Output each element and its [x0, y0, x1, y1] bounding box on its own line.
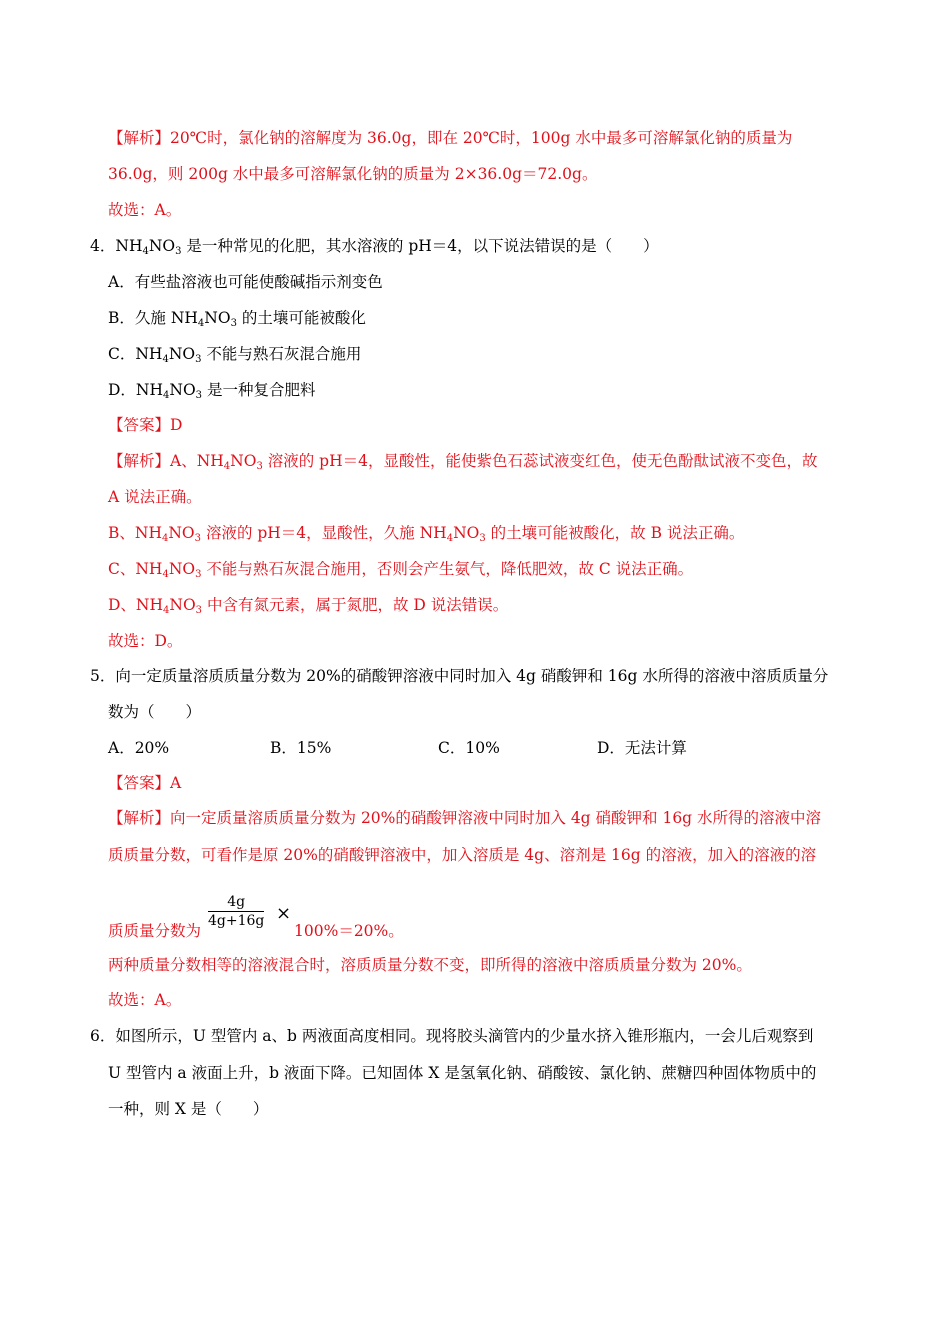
q5-analysis-line-3-suffix: 100%＝20%。	[294, 922, 404, 940]
q6-stem-line-1: 6．如图所示，U 型管内 a、b 两液面高度相同。现将胶头滴管内的少量水挤入锥形瓶内，一会儿后观察到	[90, 1027, 814, 1045]
q4-stem: 4．$NH_4NO_3$ 是一种常见的化肥，其水溶液的 pH＝4，以下说法错误的是（ ）	[90, 237, 659, 257]
q4-option-b: B．久施 $NH_4NO_3$ 的土壤可能被酸化	[108, 309, 366, 329]
analysis-tag: 【解析】	[108, 809, 171, 827]
q4-analysis-c: C、$NH_4NO_3$ 不能与熟石灰混合施用，否则会产生氨气，降低肥效，故 C 说法正确。	[108, 560, 694, 580]
q4-analysis-a-line-1: 【解析】A、$NH_4NO_3$ 溶液的 pH＝4，显酸性，能使紫色石蕊试液变红色，使无色酚酞试液不变色，故	[108, 452, 818, 472]
analysis-tag: 【解析】	[108, 129, 171, 147]
fraction-numerator: 4g	[208, 893, 264, 912]
multiply-sign: ×	[276, 903, 292, 924]
q5-answer: 【答案】A	[108, 774, 182, 792]
q5-option-c: C．10%	[438, 739, 500, 757]
q4-answer: 【答案】D	[108, 416, 183, 434]
q4-analysis-b: B、$NH_4NO_3$ 溶液的 pH＝4，显酸性，久施 $NH_4NO_3$ 的土壤可能被酸化，故 B 说法正确。	[108, 524, 745, 544]
q6-stem-line-2: U 型管内 a 液面上升，b 液面下降。已知固体 X 是氢氧化钠、硝酸铵、氯化钠、蔗糖四种固体物质中的	[108, 1064, 817, 1082]
q5-analysis-line-3-prefix: 质质量分数为	[108, 922, 202, 940]
q3-analysis-line-1: 【解析】20℃时，氯化钠的溶解度为 36.0g，即在 20℃时，100g 水中最多可溶解氯化钠的质量为	[108, 129, 793, 147]
q5-analysis-line-4: 两种质量分数相等的溶液混合时，溶质质量分数不变，即所得的溶液中溶质质量分数为 20%。	[108, 956, 752, 974]
q4-option-d: D．$NH_4NO_3$ 是一种复合肥料	[108, 381, 316, 401]
fraction	[208, 893, 264, 930]
q4-choice: 故选：D。	[108, 632, 183, 650]
q5-option-a: A．20%	[108, 739, 170, 757]
q5-stem-line-1: 5．向一定质量溶质质量分数为 20%的硝酸钾溶液中同时加入 4g 硝酸钾和 16g 水所得的溶液中溶质质量分	[90, 667, 829, 685]
q6-stem-line-3: 一种，则 X 是（ ）	[108, 1100, 269, 1118]
q4-analysis-d: D、$NH_4NO_3$ 中含有氮元素，属于氮肥，故 D 说法错误。	[108, 596, 509, 616]
q3-analysis-line-2: 36.0g，则 200g 水中最多可溶解氯化钠的质量为 2×36.0g＝72.0g。	[108, 165, 598, 183]
q5-option-b: B．15%	[270, 739, 332, 757]
q5-stem-line-2: 数为（ ）	[108, 703, 202, 721]
q5-analysis-line-2: 质质量分数，可看作是原 20%的硝酸钾溶液中，加入溶质是 4g、溶剂是 16g 的溶液，加入的溶液的溶	[108, 846, 817, 864]
q3-choice: 故选：A。	[108, 201, 182, 219]
analysis-tag: 【解析】	[108, 452, 171, 470]
q5-analysis-line-1: 【解析】向一定质量溶质质量分数为 20%的硝酸钾溶液中同时加入 4g 硝酸钾和 16g 水所得的溶液中溶	[108, 809, 822, 827]
q5-choice: 故选：A。	[108, 991, 182, 1009]
q4-option-a: A．有些盐溶液也可能使酸碱指示剂变色	[108, 273, 383, 291]
q5-option-d: D．无法计算	[597, 739, 687, 757]
fraction-denominator: 4g+16g	[208, 913, 265, 929]
q4-option-c: C．$NH_4NO_3$ 不能与熟石灰混合施用	[108, 345, 362, 365]
q4-analysis-a-line-2: A 说法正确。	[108, 488, 202, 506]
